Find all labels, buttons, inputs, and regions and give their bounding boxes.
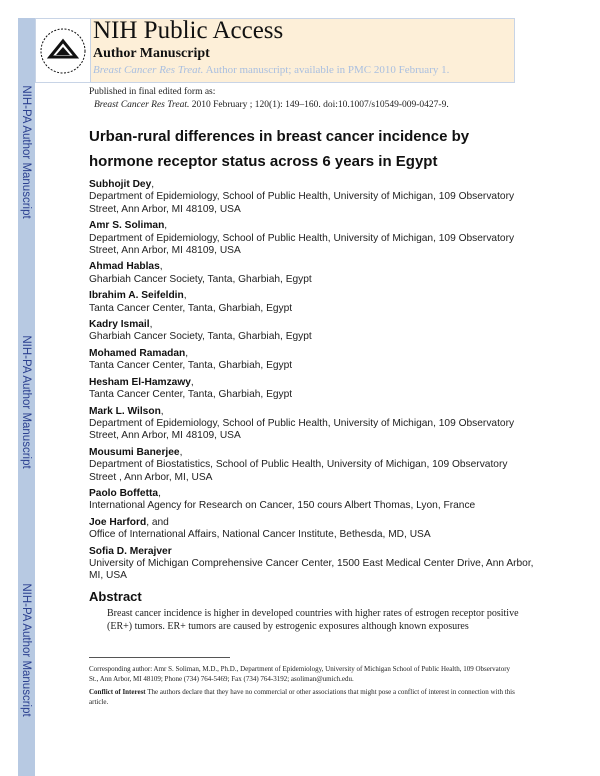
- author-name: Mohamed Ramadan,: [89, 347, 189, 359]
- author-affiliation: Department of Biostatistics, School of Public Health, University of Michigan, 109 Observatory Street , Ann Arbor, MI, USA: [89, 459, 508, 483]
- author-name: Amr S. Soliman,: [89, 220, 168, 232]
- footnote-divider: [89, 657, 230, 658]
- author-name: Kadry Ismail,: [89, 319, 153, 331]
- article-title: Urban-rural differences in breast cancer incidence by hormone receptor status across 6 years in Egypt: [89, 128, 470, 170]
- author-affiliation: International Agency for Research on Cancer, 150 cours Albert Thomas, Lyon, France: [89, 500, 476, 512]
- author-name: Ibrahim A. Seifeldin,: [89, 290, 187, 302]
- author-name: Ahmad Hablas,: [89, 261, 163, 273]
- author-affiliation: Gharbiah Cancer Society, Tanta, Gharbiah, Egypt: [89, 331, 312, 343]
- author-entry: [89, 348, 534, 373]
- author-entry: [89, 447, 534, 484]
- author-entry: [89, 290, 534, 315]
- author-affiliation: Department of Epidemiology, School of Public Health, University of Michigan, 109 Observatory Street, Ann Arbor, MI 48109, USA: [89, 417, 515, 442]
- author-affiliation: Office of International Affairs, National Cancer Institute, Bethesda, MD, USA: [89, 529, 431, 541]
- author-name: Mousumi Banerjee,: [89, 446, 183, 458]
- conflict-of-interest-note: Conflict of Interest The authors declare that they have no commercial or other associations that might pose a conflict of interest in connection with this article.: [89, 688, 515, 706]
- author-entry: [89, 406, 534, 443]
- nih-public-access-title: NIH Public Access: [93, 17, 284, 44]
- author-name: Sofia D. Merajver: [89, 545, 172, 557]
- author-entry: [89, 220, 534, 257]
- author-name: Mark L. Wilson,: [89, 405, 164, 417]
- author-affiliation: Department of Epidemiology, School of Public Health, University of Michigan, 109 Observatory Street, Ann Arbor, MI 48109, USA: [89, 191, 515, 215]
- author-name: Joe Harford, and: [89, 516, 169, 528]
- published-label: Published in final edited form as:: [89, 87, 216, 97]
- author-manuscript-label: Author Manuscript: [93, 46, 210, 61]
- author-entry: [89, 179, 534, 216]
- abstract-heading: Abstract: [89, 588, 142, 604]
- author-entry: [89, 377, 534, 402]
- author-entry: [89, 261, 534, 286]
- author-name: Subhojit Dey,: [89, 179, 155, 190]
- sidebar-label: NIH-PA Author Manuscript: [20, 583, 32, 717]
- footnotes: [89, 664, 519, 707]
- sidebar-label: NIH-PA Author Manuscript: [20, 85, 32, 219]
- corresponding-author-note: Corresponding author: Amr S. Soliman, M.D., Ph.D., Department of Epidemiology, University of Michigan School of Public Health, 109 Observatory St., Ann Arbor, MI 48109; Phone (734) 764-5469; Fax (734) 764-3192; asoliman@umich.edu.: [89, 665, 511, 683]
- author-affiliation: Gharbiah Cancer Society, Tanta, Gharbiah, Egypt: [89, 273, 312, 285]
- author-entry: [89, 488, 534, 513]
- author-entry: [89, 319, 534, 344]
- author-entry: [89, 517, 534, 542]
- nih-logo-icon: [36, 19, 91, 82]
- main-content: [89, 179, 534, 633]
- author-list: [89, 179, 534, 583]
- author-entry: [89, 546, 534, 583]
- sidebar-label: NIH-PA Author Manuscript: [20, 335, 32, 469]
- author-affiliation: Tanta Cancer Center, Tanta, Gharbiah, Egypt: [89, 360, 293, 372]
- abstract-text: Breast cancer incidence is higher in developed countries with higher rates of estrogen receptor positive (ER+) tumors. ER+ tumors are caused by estrogenic exposures although known exposures: [107, 607, 519, 632]
- author-affiliation: Tanta Cancer Center, Tanta, Gharbiah, Egypt: [89, 389, 293, 401]
- citation: Breast Cancer Res Treat. 2010 February ; 120(1): 149–160. doi:10.1007/s10549-009-0427-9.: [94, 100, 449, 110]
- author-affiliation: Tanta Cancer Center, Tanta, Gharbiah, Egypt: [89, 302, 293, 314]
- availability-line: Breast Cancer Res Treat. Author manuscript; available in PMC 2010 February 1.: [93, 64, 450, 76]
- author-name: Hesham El-Hamzawy,: [89, 376, 194, 388]
- author-affiliation: University of Michigan Comprehensive Cancer Center, 1500 East Medical Center Drive, Ann Arbor, MI, USA: [89, 557, 534, 582]
- author-name: Paolo Boffetta,: [89, 487, 161, 499]
- author-affiliation: Department of Epidemiology, School of Public Health, University of Michigan, 109 Observatory Street, Ann Arbor, MI 48109, USA: [89, 232, 515, 257]
